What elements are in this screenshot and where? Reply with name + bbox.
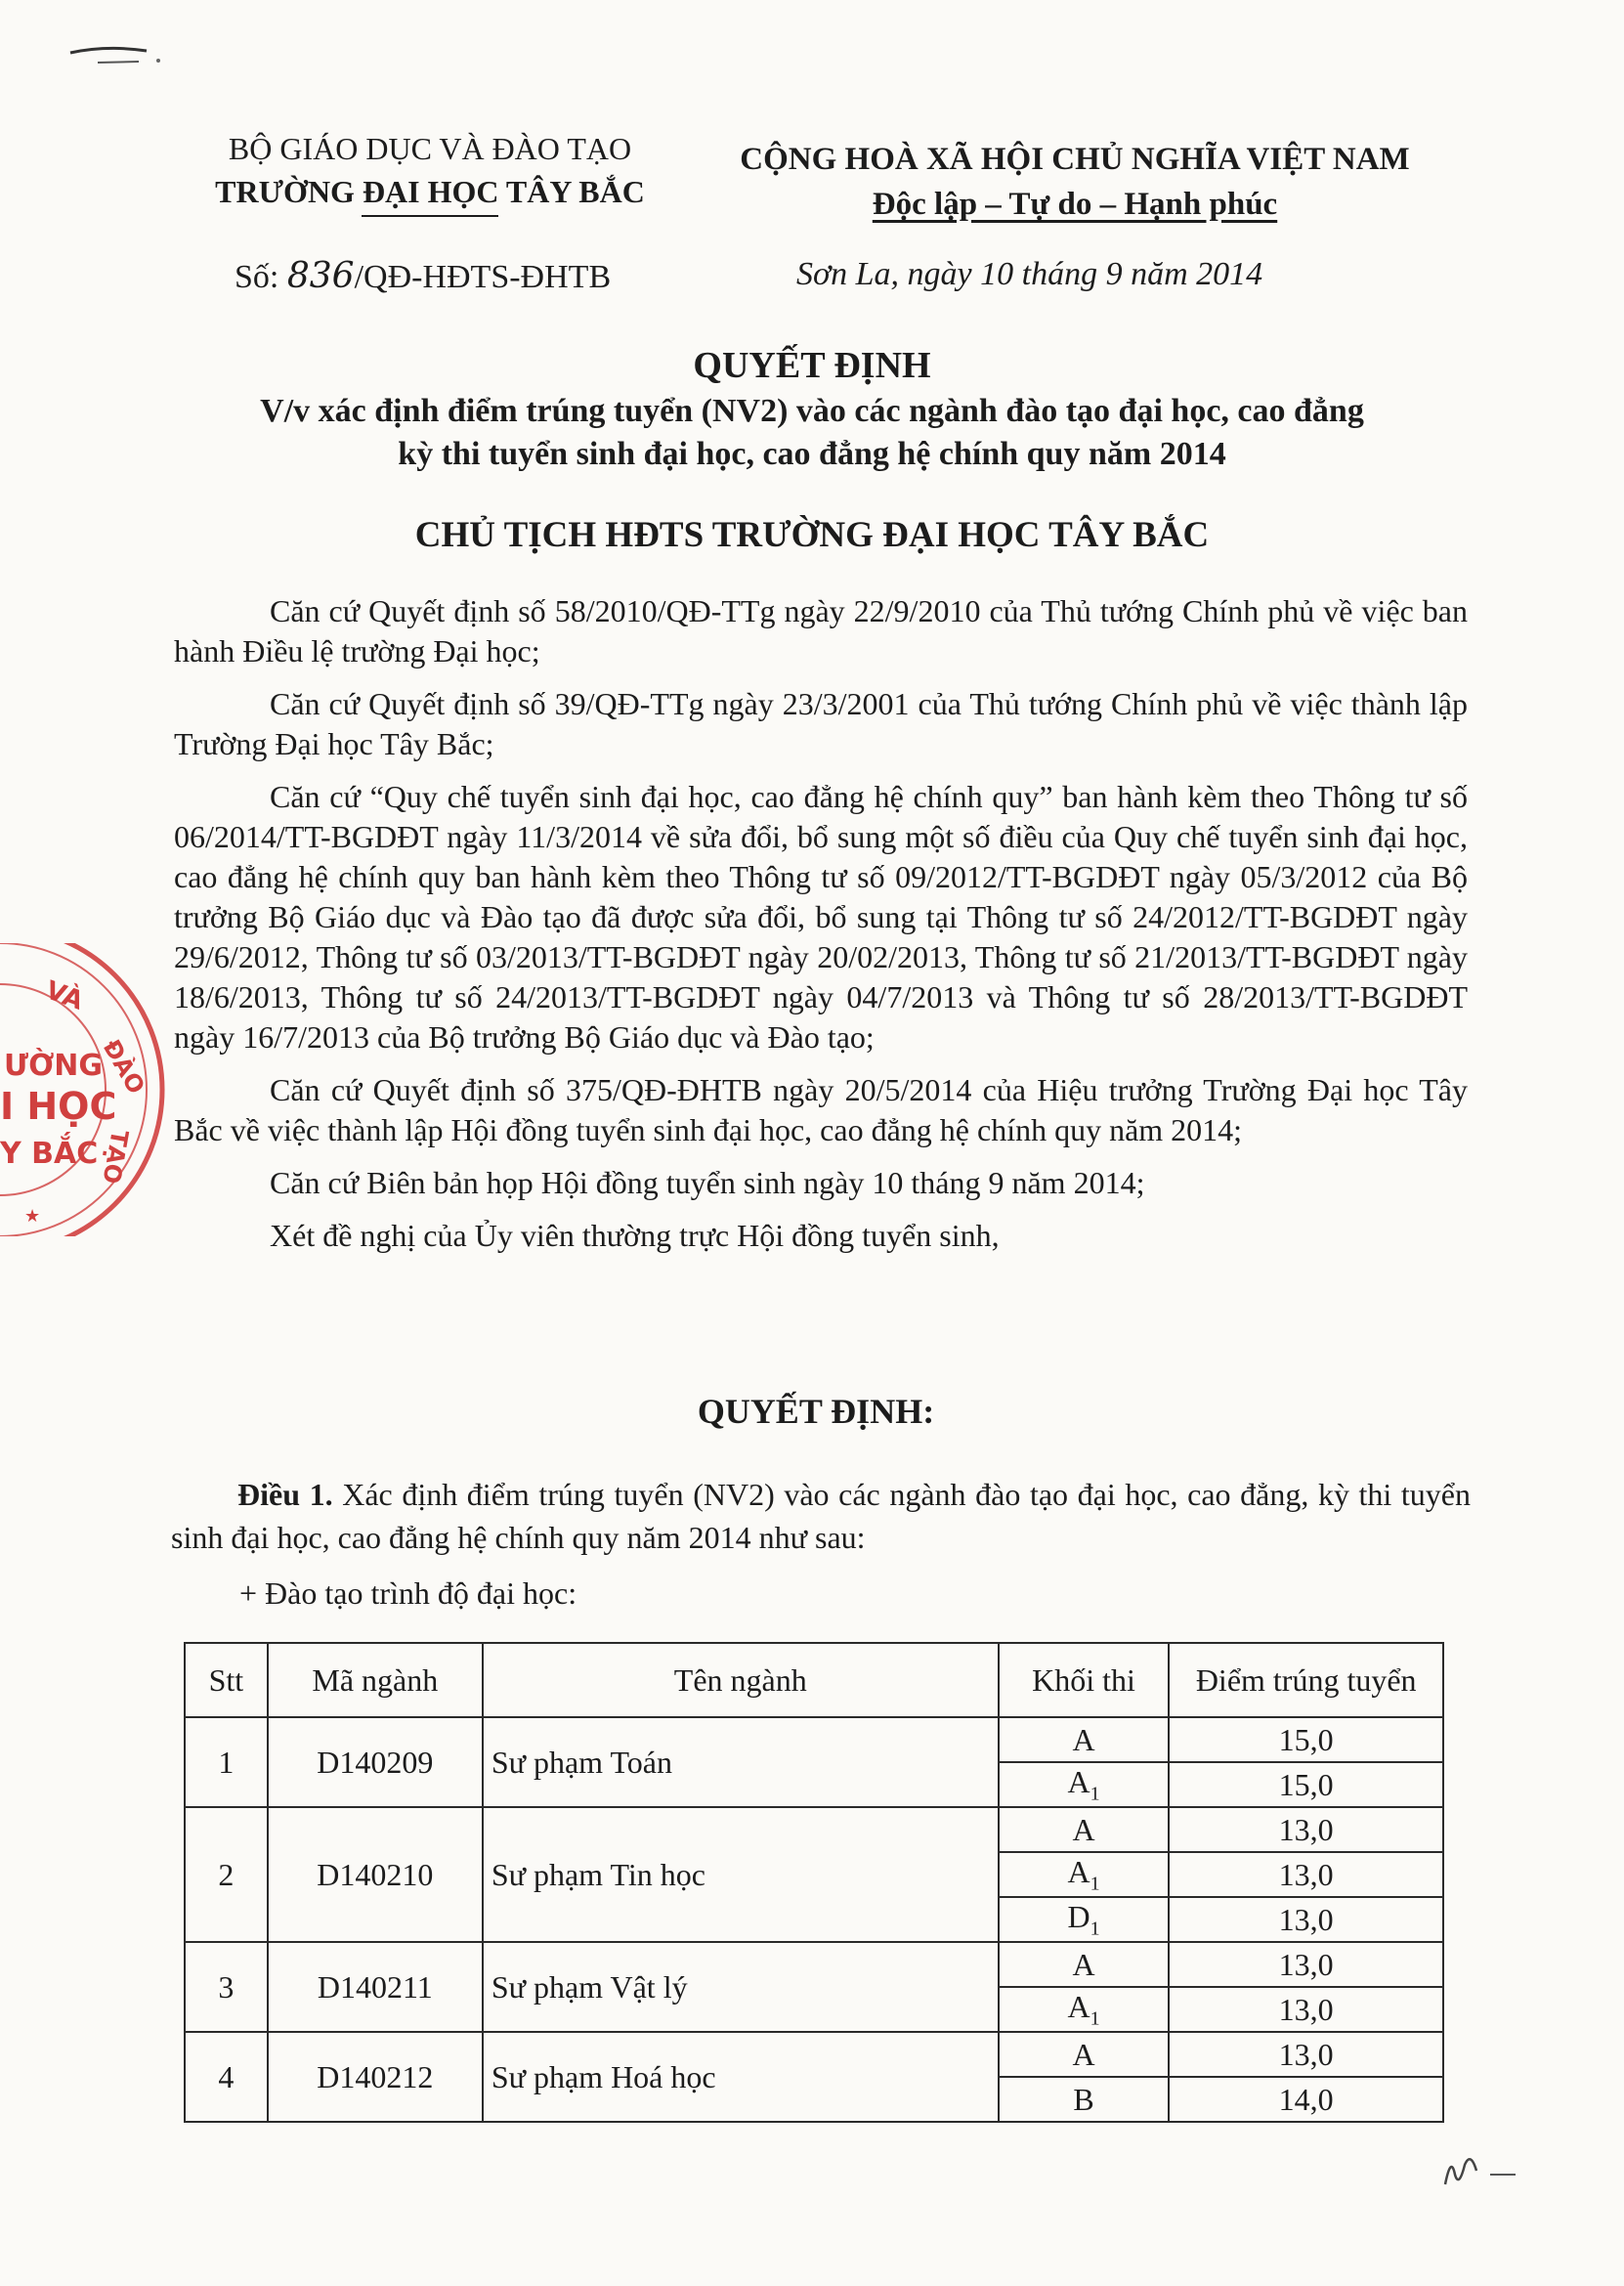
ministry-name: BỘ GIÁO DỤC VÀ ĐÀO TẠO <box>228 131 632 166</box>
header-code: Mã ngành <box>268 1643 483 1717</box>
number-suffix: /QĐ-HĐTS-ĐHTB <box>354 259 612 295</box>
cell-block: $A_1$ <box>999 1987 1170 2032</box>
school-seal <box>0 943 172 1236</box>
country-name: CỘNG HOÀ XÃ HỘI CHỦ NGHĨA VIỆT NAM <box>740 142 1410 177</box>
cell-code: D140212 <box>268 2032 483 2122</box>
table-body <box>185 1717 1443 2122</box>
article-label: Điều 1. <box>237 1477 333 1512</box>
svg-text:★: ★ <box>24 1206 41 1227</box>
corner-scribble <box>68 39 166 68</box>
handwritten-number: 836 <box>286 256 355 296</box>
decision-heading: QUYẾT ĐỊNH: <box>697 1392 935 1431</box>
svg-text:VÀ: VÀ <box>41 975 88 1016</box>
seal-line-3: Y BẮC <box>0 1137 99 1171</box>
cell-score: 13,0 <box>1169 1852 1443 1897</box>
table-row <box>185 1807 1443 1852</box>
subject-line-2: kỳ thi tuyển sinh đại học, cao đẳng hệ chính quy năm 2014 <box>398 436 1226 472</box>
preamble-paragraph: Căn cứ Quyết định số 39/QĐ-TTg ngày 23/3/2001 của Thủ tướng Chính phủ về việc thành lập Trường Đại học Tây Bắc; <box>174 686 1468 761</box>
issuer-underline <box>362 215 498 217</box>
header-score: Điểm trúng tuyển <box>1169 1643 1443 1717</box>
cell-stt: 2 <box>185 1807 268 1942</box>
cell-code: D140211 <box>268 1942 483 2032</box>
document-number <box>235 256 611 296</box>
school-name: TRƯỜNG ĐẠI HỌC TÂY BẮC <box>215 174 645 209</box>
national-motto: Độc lập – Tự do – Hạnh phúc <box>872 187 1278 222</box>
article-1 <box>171 1473 1471 1559</box>
cell-block: B <box>999 2077 1170 2122</box>
number-prefix: Số: <box>235 259 287 295</box>
table-row <box>185 1942 1443 1987</box>
place-date: Sơn La, ngày 10 tháng 9 năm 2014 <box>796 256 1263 292</box>
cell-block: $D_1$ <box>999 1897 1170 1942</box>
issuer-block <box>176 127 684 217</box>
cell-name: Sư phạm Toán <box>483 1717 999 1807</box>
cell-block: A <box>999 1807 1170 1852</box>
cell-block: A <box>999 2032 1170 2077</box>
cell-block: A <box>999 1942 1170 1987</box>
cell-score: 15,0 <box>1169 1717 1443 1762</box>
cell-score: 13,0 <box>1169 1987 1443 2032</box>
initials-mark <box>1441 2145 1519 2194</box>
cell-score: 13,0 <box>1169 1807 1443 1852</box>
preamble-paragraph: Căn cứ Quyết định số 375/QĐ-ĐHTB ngày 20/5/2014 của Hiệu trưởng Trường Đại học Tây Bắc về việc thành lập Hội đồng tuyển sinh đại học, cao đẳng hệ chính quy năm 2014; <box>174 1072 1468 1147</box>
cell-block: $A_1$ <box>999 1852 1170 1897</box>
header-name: Tên ngành <box>483 1643 999 1717</box>
cell-name: Sư phạm Vật lý <box>483 1942 999 2032</box>
cell-name: Sư phạm Tin học <box>483 1807 999 1942</box>
table-row <box>185 1717 1443 1762</box>
preamble-paragraph: Xét đề nghị của Ủy viên thường trực Hội đồng tuyển sinh, <box>270 1218 1000 1253</box>
cell-score: 13,0 <box>1169 1897 1443 1942</box>
table-header-row <box>185 1643 1443 1717</box>
cell-score: 15,0 <box>1169 1762 1443 1807</box>
article-subheading: + Đào tạo trình độ đại học: <box>239 1575 577 1611</box>
cell-stt: 4 <box>185 2032 268 2122</box>
svg-text:ĐÀO: ĐÀO <box>97 1035 150 1100</box>
preamble-paragraph: Căn cứ Quyết định số 58/2010/QĐ-TTg ngày 22/9/2010 của Thủ tướng Chính phủ về việc ban hành Điều lệ trường Đại học; <box>174 593 1468 669</box>
cell-code: D140210 <box>268 1807 483 1942</box>
seal-line-2: I HỌC <box>0 1085 117 1128</box>
seal-line-1: ƯỜNG <box>4 1049 104 1083</box>
subject-line-1: V/v xác định điểm trúng tuyển (NV2) vào các ngành đào tạo đại học, cao đẳng <box>260 393 1364 429</box>
cell-block: A <box>999 1717 1170 1762</box>
cell-score: 14,0 <box>1169 2077 1443 2122</box>
table-row <box>185 2032 1443 2077</box>
preamble <box>174 591 1468 1269</box>
cell-name: Sư phạm Hoá học <box>483 2032 999 2122</box>
authority-title: CHỦ TỊCH HĐTS TRƯỜNG ĐẠI HỌC TÂY BẮC <box>414 515 1210 555</box>
preamble-paragraph: Căn cứ “Quy chế tuyển sinh đại học, cao đẳng hệ chính quy” ban hành kèm theo Thông tư số 06/2014/TT-BGDĐT ngày 11/3/2014 về sửa đổi, bổ sung một số điều của Quy chế tuyển sinh đại học, cao đẳng hệ chính quy ban hành kèm theo Thông tư số 09/2012/TT-BGDĐT ngày 05/3/2012 của Bộ trưởng Bộ Giáo dục và Đào tạo đã được sửa đổi, bổ sung tại Thông tư số 24/2012/TT-BGDĐT ngày 29/6/2012, Thông tư số 03/2013/TT-BGDĐT ngày 20/02/2013, Thông tư số 21/2013/TT-BGDĐT ngày 18/6/2013, Thông tư số 24/2013/TT-BGDĐT ngày 04/7/2013 và Thông tư số 28/2013/TT-BGDĐT ngày 16/7/2013 của Bộ trưởng Bộ Giáo dục và Đào tạo; <box>174 779 1468 1055</box>
cell-block: $A_1$ <box>999 1762 1170 1807</box>
cell-score: 13,0 <box>1169 1942 1443 1987</box>
majors-table <box>184 1642 1444 2123</box>
cell-score: 13,0 <box>1169 2032 1443 2077</box>
decision-title: QUYẾT ĐỊNH <box>693 345 931 386</box>
national-heading <box>704 137 1446 227</box>
svg-text:TẠO: TẠO <box>97 1127 134 1186</box>
cell-stt: 3 <box>185 1942 268 2032</box>
cell-code: D140209 <box>268 1717 483 1807</box>
article-text: Xác định điểm trúng tuyển (NV2) vào các ngành đào tạo đại học, cao đẳng, kỳ thi tuyển sinh đại học, cao đẳng hệ chính quy năm 2014 như sau: <box>171 1477 1472 1555</box>
header-stt: Stt <box>185 1643 268 1717</box>
cell-stt: 1 <box>185 1717 268 1807</box>
header-block: Khối thi <box>999 1643 1170 1717</box>
preamble-paragraph: Căn cứ Biên bản họp Hội đồng tuyển sinh ngày 10 tháng 9 năm 2014; <box>270 1165 1145 1200</box>
